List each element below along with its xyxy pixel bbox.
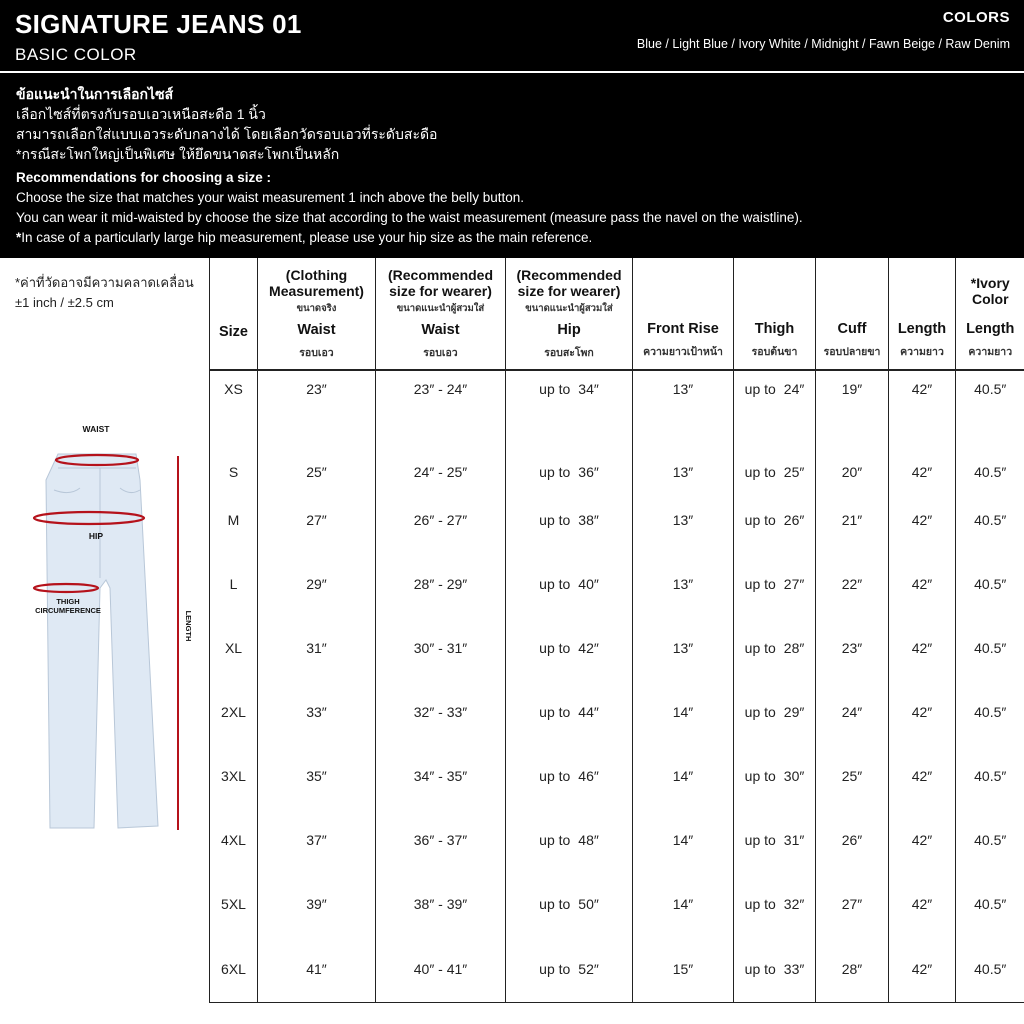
header-main: Length (897, 321, 947, 337)
up-to-label: up to (744, 640, 776, 656)
reco-thai-line: *กรณีสะโพกใหญ่เป็นพิเศษ ให้ยึดขนาดสะโพกเป็นหลัก (16, 146, 340, 162)
table-row (210, 488, 1024, 552)
size-cell: 2XL (210, 680, 258, 744)
table-row (210, 936, 1024, 1002)
thigh-cell (734, 680, 816, 744)
size-chart-table (209, 258, 1024, 1003)
jeans-illustration (46, 454, 158, 828)
header-thai: รอบต้นขา (751, 346, 798, 358)
header-thai: ความยาว (968, 346, 1013, 358)
cuff-cell: 26″ (816, 808, 889, 872)
hip-cell-value: 48″ (578, 832, 599, 848)
thigh-cell-value: 27″ (783, 576, 805, 592)
header-group-thai: ขนาดจริง (296, 302, 337, 314)
thigh-cell-value: 25″ (783, 464, 805, 480)
reco-en-line: Choose the size that matches your waist measurement 1 inch above the belly button. (16, 190, 525, 205)
up-to-label: up to (539, 960, 571, 977)
up-to-label: up to (744, 512, 776, 528)
length-cell: 42″ (889, 488, 956, 552)
waist-cell: 35″ (258, 744, 376, 808)
hip-label: HIP (88, 531, 104, 541)
reco-en-line: You can wear it mid-waisted by choose the size that according to the waist measurement (measure pass the navel on the waistline). (16, 210, 803, 225)
front-rise-cell: 13″ (633, 616, 734, 680)
cuff-cell: 27″ (816, 872, 889, 936)
header-main: Length (966, 321, 1015, 337)
size-cell: 5XL (210, 872, 258, 936)
ivory-length-cell: 40.5″ (956, 616, 1024, 680)
header-front-rise (633, 258, 734, 370)
header-group-thai: ขนาดแนะนำผู้สวมใส่ (396, 302, 485, 314)
hip-cell-value: 50″ (578, 896, 599, 912)
hip-cell (506, 370, 633, 408)
colors-label: COLORS (942, 9, 1010, 26)
header-divider (0, 71, 1024, 73)
thigh-cell-value: 29″ (783, 704, 805, 720)
cuff-cell: 28″ (816, 936, 889, 1002)
cuff-cell: 22″ (816, 552, 889, 616)
hip-cell (506, 680, 633, 744)
tolerance-note-values: ±1 inch / ±2.5 cm (15, 295, 114, 310)
hip-cell-value: 36″ (578, 464, 599, 480)
length-cell: 42″ (889, 808, 956, 872)
size-cell: S (210, 408, 258, 488)
table-row (210, 872, 1024, 936)
thigh-cell (734, 936, 816, 1002)
reco-star: * (16, 230, 22, 245)
size-cell: L (210, 552, 258, 616)
front-rise-cell: 15″ (633, 936, 734, 1002)
reco-en-line (16, 228, 1016, 248)
front-rise-cell: 13″ (633, 370, 734, 408)
header-main: Waist (297, 321, 336, 338)
ivory-length-cell: 40.5″ (956, 408, 1024, 488)
header-main: Waist (421, 321, 460, 338)
cuff-cell: 20″ (816, 408, 889, 488)
header-recommended-waist (376, 258, 506, 370)
length-cell: 42″ (889, 744, 956, 808)
length-cell: 42″ (889, 936, 956, 1002)
header-group: (Recommended size for wearer) (516, 266, 622, 299)
thigh-cell-value: 28″ (783, 640, 805, 656)
page-title: SIGNATURE JEANS 01 (15, 9, 302, 39)
size-cell: XL (210, 616, 258, 680)
ivory-length-cell: 40.5″ (956, 872, 1024, 936)
recommended-waist-cell: 26″ - 27″ (376, 488, 506, 552)
header-clothing-waist (258, 258, 376, 370)
recommended-waist-cell: 34″ - 35″ (376, 744, 506, 808)
table-row (210, 408, 1024, 488)
up-to-label: up to (744, 381, 776, 397)
header-main: Front Rise (647, 321, 719, 337)
recommended-waist-cell: 38″ - 39″ (376, 872, 506, 936)
header-group: (Recommended size for wearer) (387, 266, 494, 299)
thigh-cell (734, 872, 816, 936)
size-table-body (210, 370, 1024, 1002)
header-size-label: Size (218, 323, 248, 340)
cuff-cell: 19″ (816, 370, 889, 408)
header-group-thai: ขนาดแนะนำผู้สวมใส่ (525, 302, 613, 314)
recommended-waist-cell: 23″ - 24″ (376, 370, 506, 408)
waist-cell: 29″ (258, 552, 376, 616)
header-thai: รอบปลายขา (823, 346, 881, 358)
up-to-label: up to (539, 464, 571, 480)
up-to-label: up to (539, 576, 571, 592)
length-cell: 42″ (889, 408, 956, 488)
header (0, 0, 1024, 258)
table-row (210, 808, 1024, 872)
ivory-length-cell: 40.5″ (956, 370, 1024, 408)
table-row (210, 552, 1024, 616)
hip-cell (506, 744, 633, 808)
header-thigh (734, 258, 816, 370)
length-label: LENGTH (184, 610, 193, 642)
length-cell: 42″ (889, 552, 956, 616)
header-size (210, 258, 258, 370)
cuff-cell: 25″ (816, 744, 889, 808)
reco-thai-line: เลือกไซส์ที่ตรงกับรอบเอวเหนือสะดือ 1 นิ้ว (16, 106, 266, 122)
recommended-waist-cell: 40″ - 41″ (376, 936, 506, 1002)
front-rise-cell: 13″ (633, 488, 734, 552)
ivory-length-cell: 40.5″ (956, 808, 1024, 872)
thigh-cell (734, 408, 816, 488)
hip-cell (506, 408, 633, 488)
hip-cell-value: 46″ (578, 768, 599, 784)
thigh-cell (734, 744, 816, 808)
header-recommended-hip (506, 258, 633, 370)
size-cell: 6XL (210, 936, 258, 1002)
cuff-cell: 21″ (816, 488, 889, 552)
cuff-cell: 24″ (816, 680, 889, 744)
length-cell: 42″ (889, 616, 956, 680)
front-rise-cell: 13″ (633, 408, 734, 488)
thigh-label-2: CIRCUMFERENCE (35, 606, 101, 615)
hip-cell-value: 40″ (578, 576, 599, 592)
up-to-label: up to (539, 832, 571, 848)
hip-cell (506, 616, 633, 680)
reco-thai-line: สามารถเลือกใส่แบบเอวระดับกลางได้ โดยเลือกวัดรอบเอวที่ระดับสะดือ (16, 126, 438, 142)
recommended-waist-cell: 30″ - 31″ (376, 616, 506, 680)
size-cell: M (210, 488, 258, 552)
size-cell: 4XL (210, 808, 258, 872)
ivory-length-cell: 40.5″ (956, 552, 1024, 616)
ivory-length-cell: 40.5″ (956, 936, 1024, 1002)
thigh-cell (734, 488, 816, 552)
recommendations (16, 84, 1016, 248)
recommended-waist-cell: 28″ - 29″ (376, 552, 506, 616)
front-rise-cell: 14″ (633, 680, 734, 744)
thigh-cell (734, 552, 816, 616)
up-to-label: up to (539, 704, 571, 720)
length-cell: 42″ (889, 872, 956, 936)
front-rise-cell: 14″ (633, 744, 734, 808)
thigh-cell (734, 616, 816, 680)
reco-en-title: Recommendations for choosing a size : (16, 170, 272, 185)
length-cell: 42″ (889, 370, 956, 408)
waist-cell: 25″ (258, 408, 376, 488)
tolerance-note-thai: *ค่าที่วัดอาจมีความคลาดเคลื่อน (15, 275, 194, 290)
up-to-label: up to (744, 704, 776, 720)
colors-list: Blue / Light Blue / Ivory White / Midnight / Fawn Beige / Raw Denim (636, 37, 1010, 51)
up-to-label: up to (744, 960, 776, 977)
header-group: *Ivory Color (970, 275, 1010, 307)
table-row (210, 680, 1024, 744)
header-group: (Clothing Measurement) (269, 266, 364, 299)
thigh-cell-value: 24″ (783, 381, 805, 397)
thigh-cell-value: 31″ (783, 832, 805, 848)
up-to-label: up to (539, 640, 571, 656)
thigh-cell-value: 30″ (783, 768, 805, 784)
up-to-label: up to (744, 464, 776, 480)
front-rise-cell: 14″ (633, 872, 734, 936)
thigh-label: THIGH (56, 597, 80, 606)
jeans-diagram (18, 418, 208, 838)
waist-cell: 41″ (258, 936, 376, 1002)
waist-label: WAIST (82, 424, 110, 434)
waist-cell: 27″ (258, 488, 376, 552)
table-row (210, 616, 1024, 680)
waist-cell: 31″ (258, 616, 376, 680)
size-cell: 3XL (210, 744, 258, 808)
ivory-length-cell: 40.5″ (956, 744, 1024, 808)
table-header-row (210, 258, 1024, 370)
reco-thai-title: ข้อแนะนำในการเลือกไซส์ (16, 86, 174, 102)
reco-en-line-text: In case of a particularly large hip measurement, please use your hip size as the main reference. (21, 230, 593, 245)
header-thai: ความยาวเป้าหน้า (643, 346, 723, 358)
waist-cell: 37″ (258, 808, 376, 872)
hip-cell (506, 808, 633, 872)
thigh-cell-value: 26″ (783, 512, 805, 528)
thigh-cell-value: 32″ (783, 896, 805, 912)
waist-cell: 33″ (258, 680, 376, 744)
page-subtitle: BASIC COLOR (15, 45, 137, 64)
up-to-label: up to (744, 896, 776, 912)
table-row (210, 744, 1024, 808)
header-main: Cuff (837, 321, 867, 337)
ivory-length-cell: 40.5″ (956, 680, 1024, 744)
waist-cell: 23″ (258, 370, 376, 408)
header-thai: รอบสะโพก (544, 346, 594, 359)
hip-cell-value: 42″ (578, 640, 599, 656)
up-to-label: up to (744, 832, 776, 848)
front-rise-cell: 13″ (633, 552, 734, 616)
thigh-cell (734, 370, 816, 408)
up-to-label: up to (539, 512, 571, 528)
front-rise-cell: 14″ (633, 808, 734, 872)
header-thai: รอบเอว (423, 346, 458, 359)
header-ivory-length (956, 258, 1024, 370)
header-main: Thigh (754, 321, 795, 337)
ivory-length-cell: 40.5″ (956, 488, 1024, 552)
up-to-label: up to (744, 768, 776, 784)
recommended-waist-cell: 36″ - 37″ (376, 808, 506, 872)
hip-cell-value: 52″ (578, 960, 599, 977)
hip-cell (506, 936, 633, 1002)
hip-cell-value: 34″ (578, 381, 599, 397)
recommended-waist-cell: 24″ - 25″ (376, 408, 506, 488)
waist-cell: 39″ (258, 872, 376, 936)
hip-cell (506, 488, 633, 552)
hip-cell-value: 44″ (578, 704, 599, 720)
cuff-cell: 23″ (816, 616, 889, 680)
table-row (210, 370, 1024, 408)
header-length (889, 258, 956, 370)
hip-cell (506, 872, 633, 936)
header-cuff (816, 258, 889, 370)
size-cell: XS (210, 370, 258, 408)
length-cell: 42″ (889, 680, 956, 744)
hip-cell (506, 552, 633, 616)
tolerance-note (15, 273, 210, 313)
up-to-label: up to (744, 576, 776, 592)
header-thai: รอบเอว (299, 346, 334, 359)
up-to-label: up to (539, 896, 571, 912)
up-to-label: up to (539, 381, 571, 397)
header-thai: ความยาว (900, 346, 944, 358)
thigh-cell (734, 808, 816, 872)
hip-cell-value: 38″ (578, 512, 599, 528)
thigh-cell-value: 33″ (783, 960, 805, 977)
up-to-label: up to (539, 768, 571, 784)
header-main: Hip (557, 321, 581, 338)
recommended-waist-cell: 32″ - 33″ (376, 680, 506, 744)
